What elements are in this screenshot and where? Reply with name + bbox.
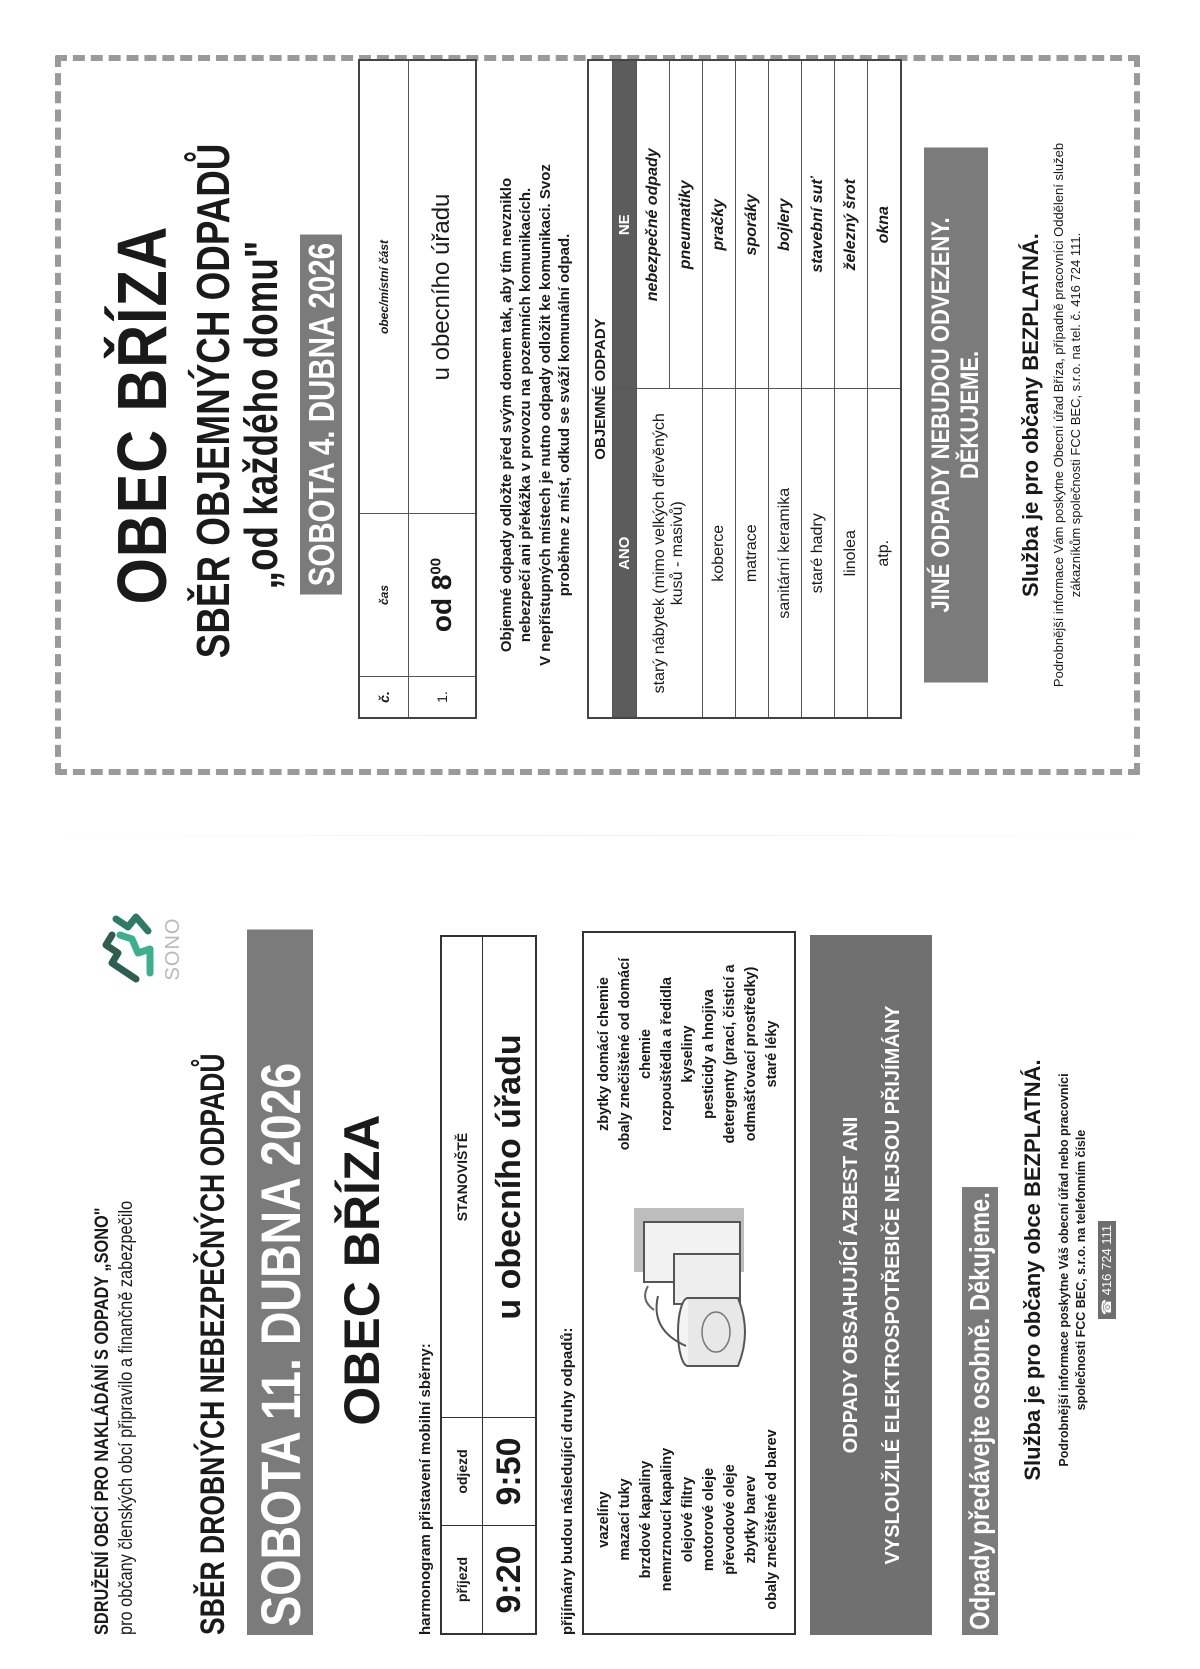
accepted-item: staré hadry [801, 389, 834, 718]
municipality-title: OBEC BŘÍZA [334, 1114, 390, 1426]
table-row [867, 60, 901, 718]
row-number: 1. [408, 677, 476, 719]
note-line: V nepřístupných místech je nutno odpady odložit ke komunikaci. Svoz [536, 164, 554, 666]
phone-badge [1098, 1221, 1116, 1319]
table-row [834, 60, 867, 718]
personal-handover-banner: Odpady předávejte osobně. Děkujeme. [962, 1187, 998, 1635]
hazardous-waste-flyer [62, 875, 1142, 1665]
list-item: kyseliny [680, 1025, 697, 1083]
header-place: obec/místní část [359, 60, 409, 514]
list-item: obaly znečištěné od domácí chemie [617, 957, 655, 1151]
paint-cans-icon [614, 1191, 764, 1391]
organization-block [92, 1130, 138, 1635]
list-item: staré léky [764, 1020, 781, 1088]
table-row [636, 60, 669, 718]
list-item: brzdové kapaliny [638, 1460, 655, 1579]
rejected-item: železný šrot [834, 60, 867, 389]
table-header-row [441, 936, 483, 1634]
free-service-note: Služba je pro občany BEZPLATNÁ. [1017, 233, 1043, 597]
rejected-item: pračky [702, 60, 735, 389]
header-number: č. [359, 677, 409, 719]
note-line: nebezpečí ani překážka v provozu na pozemních komunikacích. [517, 187, 535, 643]
accepted-header: ANO [612, 389, 636, 718]
time-minutes: 00 [427, 557, 445, 575]
accepted-item: linolea [834, 389, 867, 718]
mobile-collection-schedule [440, 935, 537, 1635]
sono-logo [92, 905, 184, 993]
list-item: mazací tuky [617, 1478, 634, 1561]
list-item: pesticidy a hnojiva [701, 989, 718, 1119]
table-row [408, 60, 476, 718]
other-waste-banner: JINÉ ODPADY NEBUDOU ODVEZENY. DĚKUJEME. [924, 147, 988, 682]
logo-text: SONO [162, 917, 184, 981]
warning-line: VYSLOUŽILÉ ELEKTROSPOTŘEBIČE NEJSOU PŘIJÍMÁNY [882, 1005, 904, 1565]
list-item: motorové oleje [701, 1467, 718, 1572]
municipality-title: OBEC BŘÍZA [103, 225, 181, 605]
table-row [801, 60, 834, 718]
rejected-item: stavební suť [801, 60, 834, 389]
warning-line: ODPADY OBSAHUJÍCÍ AZBEST ANI [840, 1116, 862, 1454]
contact-info [1056, 905, 1090, 1635]
rejected-item: okna [867, 60, 901, 389]
collection-schedule-table [358, 59, 477, 719]
table-row [702, 60, 735, 718]
header-departure: odjezd [441, 1418, 483, 1526]
placement-instructions [497, 111, 575, 719]
location: u obecního úřadu [483, 936, 537, 1418]
arrival-time: 9:20 [483, 1526, 537, 1635]
list-item: vazelíny [596, 1491, 612, 1548]
organization-subtitle: pro občany členských obcí připravilo a finančně zabezpečilo [116, 1200, 137, 1635]
header-location: STANOVIŠTĚ [441, 936, 483, 1418]
event-title: SBĚR OBJEMNÝCH ODPADŮ [187, 143, 239, 659]
accepted-waste-label: přijímány budou následující druhy odpadů: [559, 1327, 576, 1635]
accepted-list-left [584, 1406, 794, 1633]
info-line: zákazníkům společnosti FCC BEC, s.r.o. na tel. č. 416 724 111. [1068, 232, 1084, 598]
header-arrival: příjezd [441, 1526, 483, 1635]
accepted-item: sanitární keramika [768, 389, 801, 718]
note-line: proběhne z míst, odkud se sváží komunální odpad. [556, 233, 574, 597]
list-item: zbytky barev [743, 1475, 760, 1564]
chemical-containers-illustration [584, 1175, 794, 1406]
row-time [408, 514, 476, 677]
info-line: společnosti FCC BEC, s.r.o. na telefonním čísle [1073, 1129, 1088, 1411]
rejected-item: nebezpečné odpady [636, 60, 669, 389]
event-subtitle: „od každého domu" [235, 240, 288, 590]
list-item: obaly znečištěné od barev [764, 1429, 781, 1610]
list-item: zbytky domácí chemie [596, 977, 612, 1131]
rejected-item: pneumatiky [669, 60, 702, 389]
list-item: nemrznoucí kapaliny [659, 1447, 676, 1592]
rejected-item: sporáky [735, 60, 768, 389]
bulky-items-table [587, 59, 902, 719]
not-accepted-warning [810, 935, 932, 1635]
phone-icon: ☎ [1098, 1298, 1114, 1316]
accepted-item: atp. [867, 389, 901, 718]
table-header-row [359, 60, 409, 718]
list-item: detergenty (prací, čisticí a odmašťovací prostředky) [722, 964, 760, 1144]
date-banner: SOBOTA 11. DUBNA 2026 [247, 930, 313, 1636]
list-item: převodové oleje [722, 1464, 739, 1575]
info-line: Podrobnější informace Vám poskytne Obecní úřad Bříza, případně pracovníci Oddělení služeb [1050, 142, 1066, 688]
free-service-note: Služba je pro občany obce BEZPLATNÁ. [1020, 1059, 1045, 1481]
organization-name: SDRUŽENÍ OBCÍ PRO NAKLÁDÁNÍ S ODPADY „SONO" [92, 1207, 113, 1635]
date-banner: SOBOTA 4. DUBNA 2026 [300, 235, 342, 595]
page-fold [0, 835, 1200, 836]
sono-logo-icon [92, 905, 162, 993]
list-item: rozpouštědla a ředidla [659, 977, 676, 1131]
phone-row [1098, 905, 1116, 1635]
note-line: Objemné odpady odložte před svým domem tak, aby tím nevzniklo [497, 177, 515, 653]
table-row [768, 60, 801, 718]
row-place: u obecního úřadu [408, 60, 476, 514]
accepted-item: koberce [702, 389, 735, 718]
header-time: čas [359, 514, 409, 677]
accepted-list-right [584, 933, 794, 1175]
schedule-label: harmonogram přistavení mobilní sběrny: [417, 1343, 434, 1635]
time-hours: od 8 [425, 574, 457, 633]
accepted-item: matrace [735, 389, 768, 718]
departure-time: 9:50 [483, 1418, 537, 1526]
accepted-waste-box [582, 931, 796, 1635]
contact-info [1050, 111, 1085, 719]
phone-number: 416 724 111 [1098, 1224, 1114, 1296]
table-row [735, 60, 768, 718]
bulky-waste-flyer [55, 55, 1140, 775]
items-table-title: OBJEMNÉ ODPADY [588, 60, 613, 718]
rejected-header: NE [612, 60, 636, 389]
flyer-header [92, 905, 184, 1635]
list-item: olejové filtry [680, 1476, 697, 1563]
rejected-item: bojlery [768, 60, 801, 389]
table-row [483, 936, 537, 1634]
event-title: SBĚR DROBNÝCH NEBEZPEČNÝCH ODPADŮ [194, 1053, 232, 1635]
accepted-item: starý nábytek (mimo velkých dřevěných kusů - masivů) [636, 389, 702, 718]
info-line: Podrobnější informace poskytne Váš obecní úřad nebo pracovníci [1057, 1073, 1071, 1467]
